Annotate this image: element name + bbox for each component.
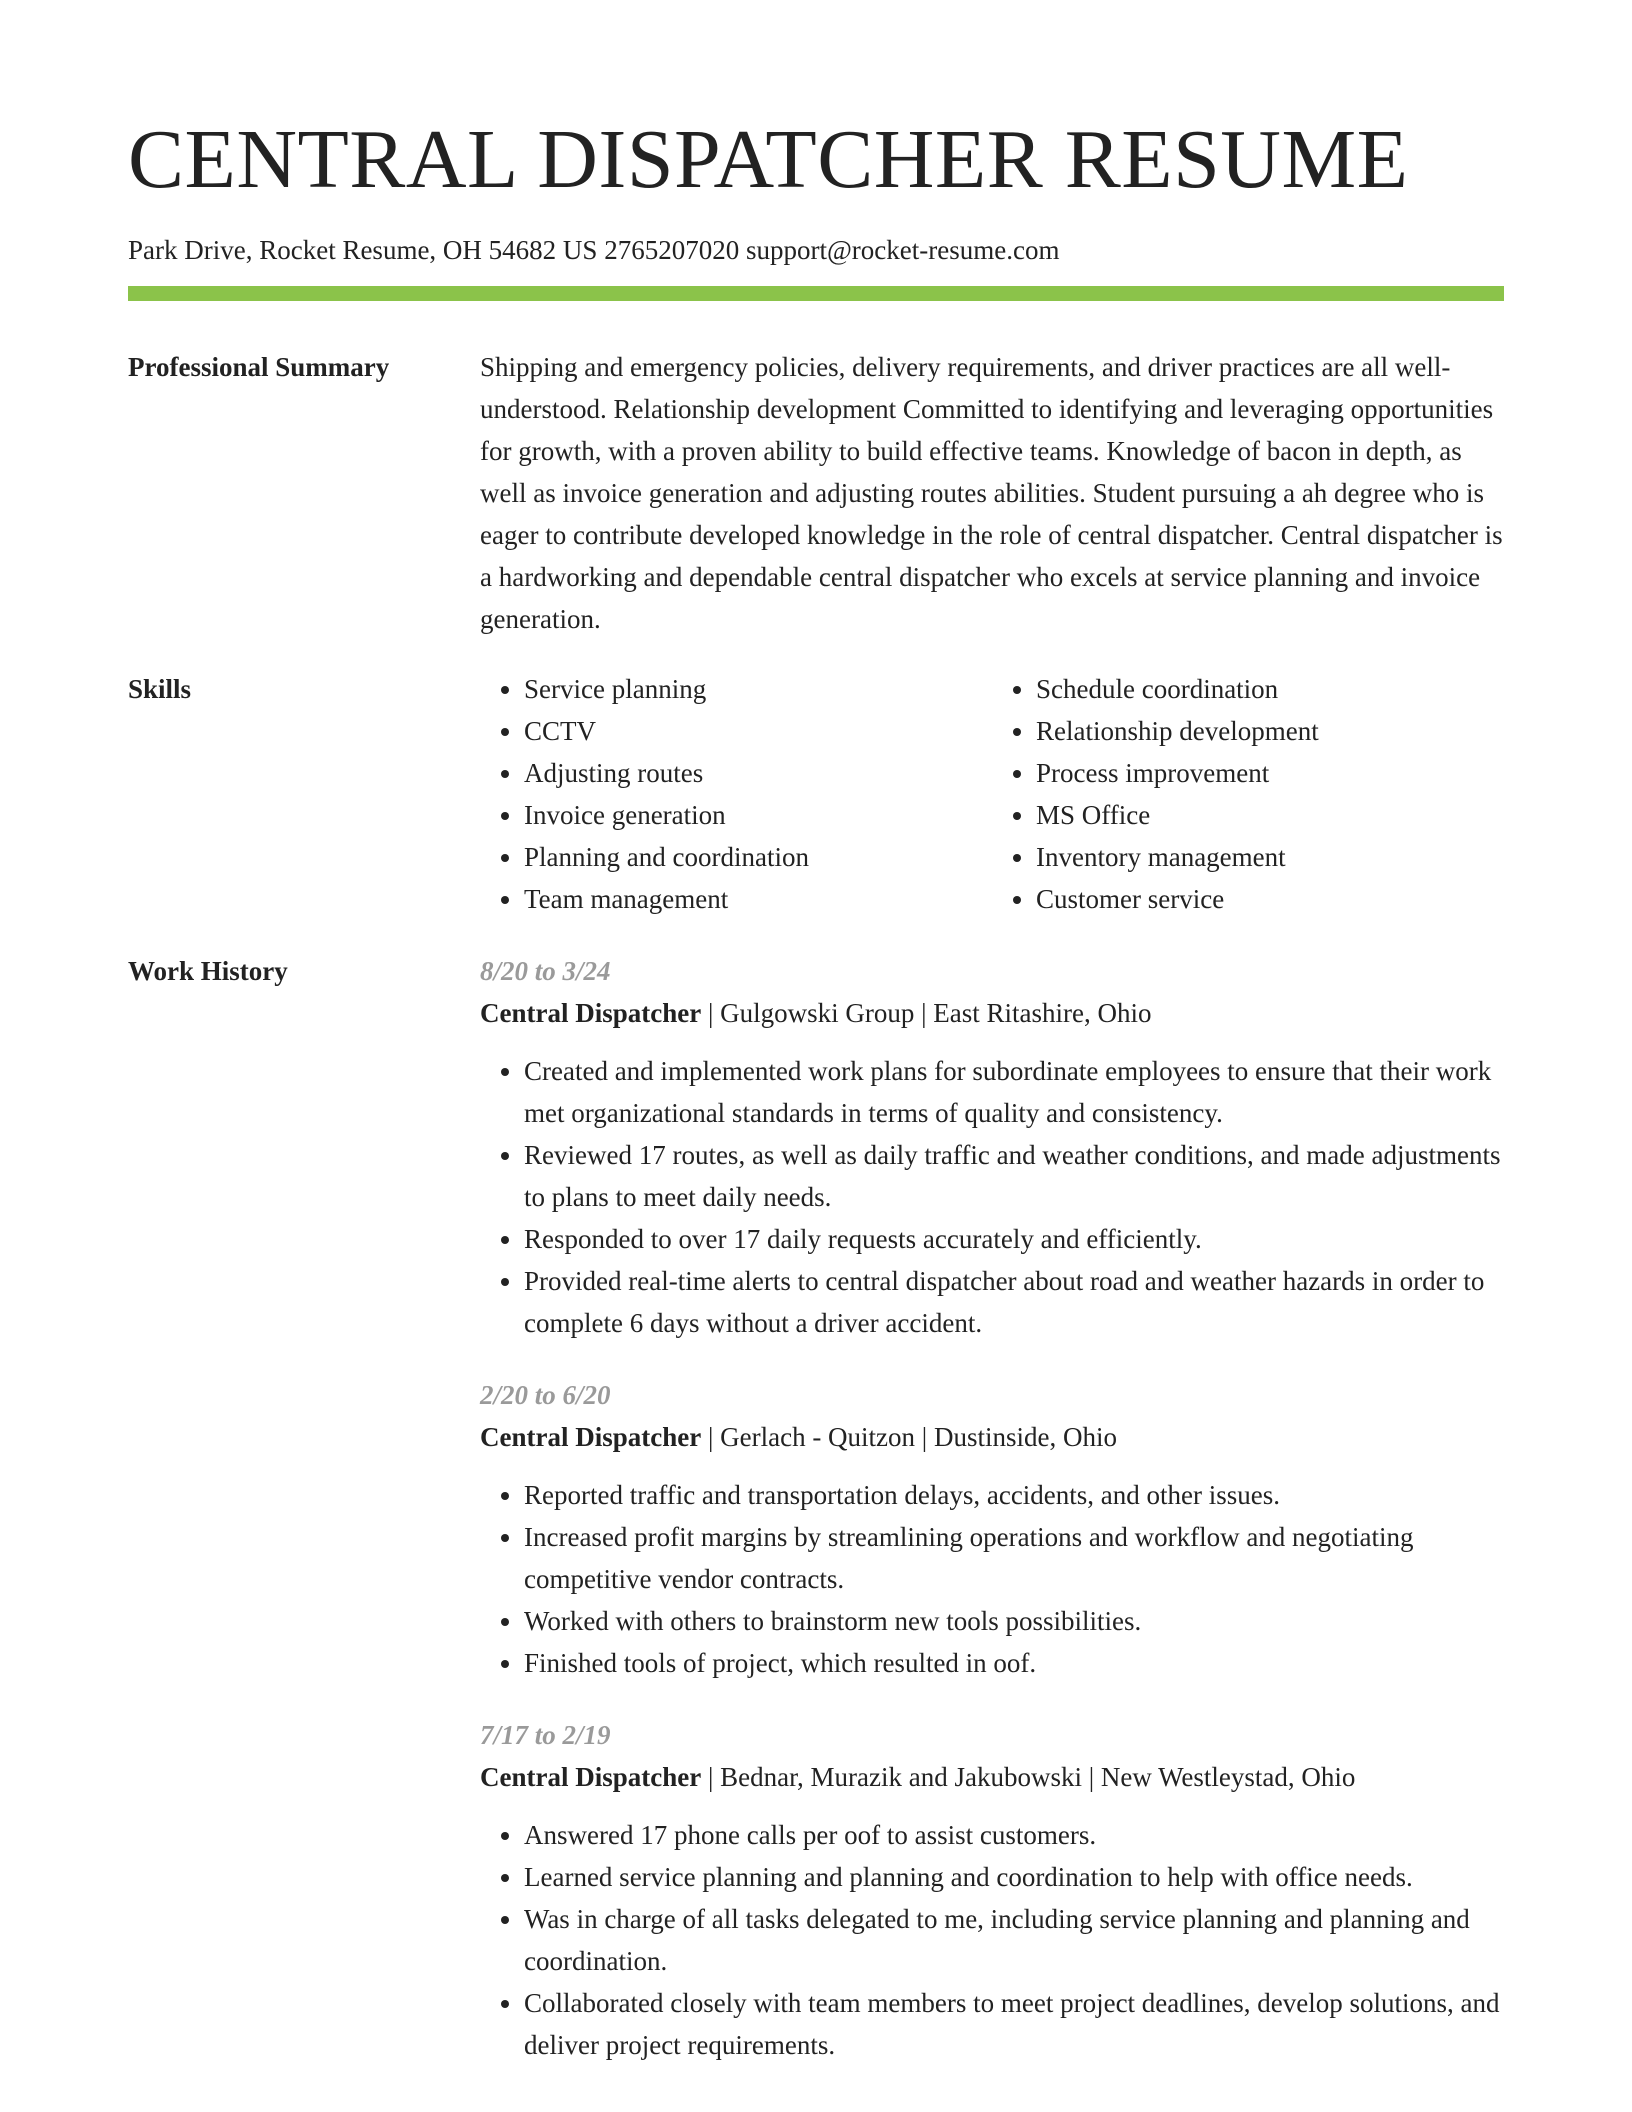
job-bullet: • Provided real-time alerts to central dispatcher about road and weather hazards in order to complete 6 days without a driver accident. (524, 1260, 1504, 1344)
job-entry (480, 1714, 1504, 2066)
job-entry (480, 1374, 1504, 1684)
job-details: | Gulgowski Group | East Ritashire, Ohio (701, 998, 1152, 1028)
skill-item: • MS Office (1036, 794, 1504, 836)
job-heading (480, 1756, 1504, 1798)
job-bullet: • Reported traffic and transportation delays, accidents, and other issues. (524, 1474, 1504, 1516)
skill-item: • Planning and coordination (524, 836, 992, 878)
job-dates: 8/20 to 3/24 (480, 956, 611, 986)
job-dates: 7/17 to 2/19 (480, 1720, 611, 1750)
job-bullet: • Reviewed 17 routes, as well as daily traffic and weather conditions, and made adjustments to plans to meet daily needs. (524, 1134, 1504, 1218)
summary-text: Shipping and emergency policies, delivery requirements, and driver practices are all well-understood. Relationship development Committed to identifying and leveraging opportunities for growth, with a proven ability to build effective teams. Knowledge of bacon in depth, as well as invoice generation and adjusting routes abilities. Student pursuing a ah degree who is eager to contribute developed knowledge in the role of central dispatcher. Central dispatcher is a hardworking and dependable central dispatcher who excels at service planning and invoice generation. (480, 352, 1503, 634)
skill-item: • Adjusting routes (524, 752, 992, 794)
skill-item: • Relationship development (1036, 710, 1504, 752)
job-details: | Bednar, Murazik and Jakubowski | New Westleystad, Ohio (701, 1762, 1356, 1792)
job-title: Central Dispatcher (480, 1422, 702, 1452)
job-heading (480, 1416, 1504, 1458)
skills-list-right (992, 668, 1504, 920)
job-details: | Gerlach - Quitzon | Dustinside, Ohio (701, 1422, 1117, 1452)
skills-list-left (480, 668, 992, 920)
job-entry (480, 950, 1504, 1344)
job-bullet: • Was in charge of all tasks delegated to me, including service planning and planning and coordination. (524, 1898, 1504, 1982)
summary-heading: Professional Summary (128, 352, 390, 382)
job-bullet: • Collaborated closely with team members to meet project deadlines, develop solutions, and deliver project requirements. (524, 1982, 1504, 2066)
skills-heading: Skills (128, 674, 192, 704)
job-bullet: • Responded to over 17 daily requests accurately and efficiently. (524, 1218, 1504, 1260)
job-bullet: • Created and implemented work plans for subordinate employees to ensure that their work met organizational standards in terms of quality and consistency. (524, 1050, 1504, 1134)
job-bullets (480, 1050, 1504, 1344)
skill-item: • Team management (524, 878, 992, 920)
skill-item: • Service planning (524, 668, 992, 710)
job-bullet: • Learned service planning and planning and coordination to help with office needs. (524, 1856, 1504, 1898)
job-bullet: • Answered 17 phone calls per oof to assist customers. (524, 1814, 1504, 1856)
skill-item: • CCTV (524, 710, 992, 752)
job-title: Central Dispatcher (480, 998, 702, 1028)
skill-item: • Schedule coordination (1036, 668, 1504, 710)
skill-item: • Process improvement (1036, 752, 1504, 794)
job-bullets (480, 1474, 1504, 1684)
job-bullet: • Finished tools of project, which resulted in oof. (524, 1642, 1504, 1684)
skill-item: • Customer service (1036, 878, 1504, 920)
job-bullets (480, 1814, 1504, 2066)
job-heading (480, 992, 1504, 1034)
skill-item: • Invoice generation (524, 794, 992, 836)
contact-line: Park Drive, Rocket Resume, OH 54682 US 2765207020 support@rocket-resume.com (128, 235, 1060, 265)
skill-item: • Inventory management (1036, 836, 1504, 878)
accent-divider (128, 286, 1504, 301)
job-title: Central Dispatcher (480, 1762, 702, 1792)
job-bullet: • Increased profit margins by streamlining operations and workflow and negotiating competitive vendor contracts. (524, 1516, 1504, 1600)
job-bullet: • Worked with others to brainstorm new tools possibilities. (524, 1600, 1504, 1642)
resume-title: CENTRAL DISPATCHER RESUME (128, 113, 1409, 206)
job-dates: 2/20 to 6/20 (480, 1380, 611, 1410)
work-history-heading: Work History (128, 956, 288, 986)
